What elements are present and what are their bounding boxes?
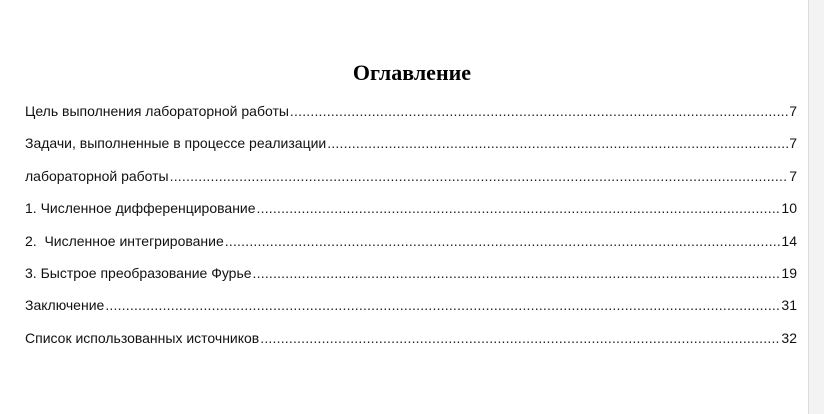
toc-entry-label: Список использованных источников	[25, 329, 260, 346]
toc-dot-leader	[260, 327, 780, 349]
table-of-contents	[25, 100, 797, 359]
toc-entry-page: 7	[789, 103, 797, 119]
toc-dot-leader	[105, 294, 780, 316]
toc-entry[interactable]	[25, 197, 797, 229]
toc-entry[interactable]	[25, 165, 797, 197]
toc-dot-leader	[290, 100, 788, 122]
toc-entry-page: 10	[781, 200, 797, 217]
toc-entry-label: 1. Численное дифференцирование	[25, 200, 256, 217]
toc-dot-leader	[327, 132, 788, 154]
toc-entry-page: 32	[781, 329, 797, 346]
toc-entry-label: Заключение	[25, 297, 105, 314]
toc-entry[interactable]	[25, 327, 797, 359]
toc-dot-leader	[257, 197, 781, 219]
toc-entry-page: 7	[789, 135, 797, 152]
toc-entry-label: 3. Быстрое преобразование Фурье	[25, 264, 252, 281]
toc-entry-label: Цель выполнения лабораторной работы	[25, 103, 289, 119]
toc-entry[interactable]	[25, 230, 797, 262]
toc-entry-label: лабораторной работы	[25, 167, 169, 184]
toc-entry-page: 31	[781, 297, 797, 314]
toc-dot-leader	[253, 262, 781, 284]
toc-entry[interactable]	[25, 132, 797, 164]
toc-entry-page: 19	[781, 264, 797, 281]
toc-entry-page: 7	[789, 167, 797, 184]
toc-entry[interactable]	[25, 100, 797, 132]
toc-dot-leader	[225, 230, 781, 252]
toc-entry[interactable]	[25, 294, 797, 326]
toc-dot-leader	[170, 165, 789, 187]
toc-entry-page: 14	[781, 232, 797, 249]
toc-title: Оглавление	[352, 60, 472, 85]
toc-entry-label: Задачи, выполненные в процессе реализации	[25, 135, 327, 152]
toc-entry-label: 2. Численное интегрирование	[25, 232, 224, 249]
toc-entry[interactable]	[25, 262, 797, 294]
